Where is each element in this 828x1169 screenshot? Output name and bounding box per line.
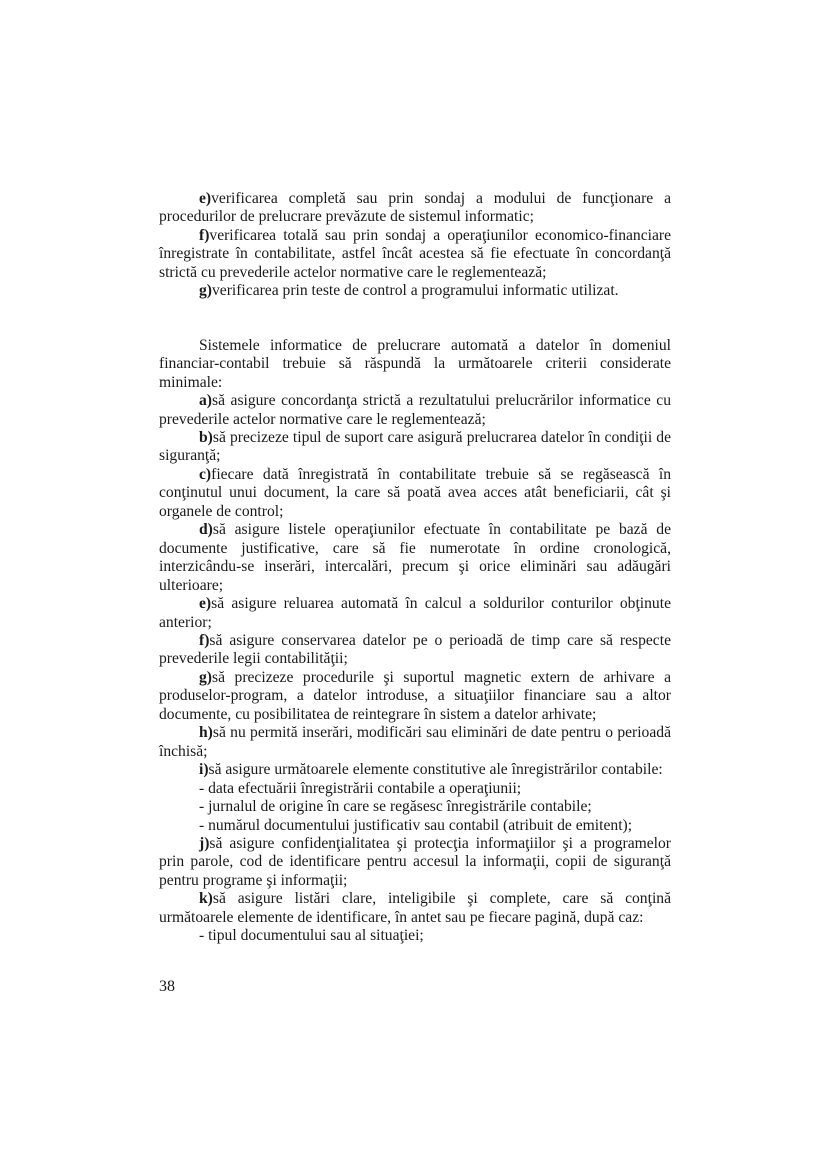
list-item: - jurnalul de origine în care se regăsesc înregistrările contabile;	[199, 798, 592, 816]
item-text: să nu permită inserări, modificări sau eliminări de date pentru o perioadă închisă;	[159, 724, 671, 760]
criterion-i	[159, 761, 671, 779]
item-label: k)	[199, 890, 213, 908]
criterion-j	[159, 835, 671, 890]
item-label: d)	[199, 521, 213, 539]
item-text: verificarea totală sau prin sondaj a operaţiunilor economico-financiare înregistrate în contabilitate, astfel încât acestea să fie efectuate în concordanţă strictă cu prevederile actelor normative care le reglementează;	[159, 226, 671, 281]
paragraph-e	[159, 190, 671, 227]
item-text: să asigure următoarele elemente constitutive ale înregistrărilor contabile:	[208, 761, 663, 779]
item-text: fiecare dată înregistrată în contabilitate trebuie să se regăsească în conţinutul unui document, la care să poată avea acces atât beneficiarii, cât şi organele de control;	[159, 465, 671, 520]
item-label: e)	[199, 595, 212, 613]
criterion-f	[159, 632, 671, 669]
item-text: verificarea completă sau prin sondaj a modului de funcţionare a procedurilor de prelucrare prevăzute de sistemul informatic;	[159, 190, 671, 226]
item-label: j)	[199, 834, 210, 852]
criterion-h	[159, 724, 671, 761]
section-gap	[159, 301, 671, 337]
item-text: să asigure concordanţa strictă a rezultatului prelucrărilor informatice cu prevederile actelor normative care le reglementează;	[159, 392, 671, 428]
intro-paragraph: Sistemele informatice de prelucrare automată a datelor în domeniul financiar-contabil trebuie să răspundă la următoarele criterii considerate minimale:	[159, 336, 671, 391]
item-text: să precizeze procedurile şi suportul magnetic extern de arhivare a produselor-program, a datelor introduse, a situaţiilor financiare sau a altor documente, cu posibilitatea de reintegrare în sistem a datelor arhivate;	[159, 668, 671, 723]
item-label: a)	[199, 392, 212, 410]
item-text: verificarea prin teste de control a programului informatic utilizat.	[212, 282, 619, 300]
item-label: f)	[199, 226, 210, 244]
item-label: g)	[199, 282, 212, 300]
paragraph-g	[159, 282, 671, 300]
item-label: b)	[199, 428, 213, 446]
criterion-c	[159, 466, 671, 521]
item-text: să asigure conservarea datelor pe o perioadă de timp care să respecte prevederile legii contabilităţii;	[159, 631, 671, 668]
list-item: - tipul documentului sau al situaţiei;	[199, 927, 424, 945]
criterion-d	[159, 521, 671, 595]
item-text: să asigure listări clare, inteligibile şi complete, care să conţină următoarele elemente de identificare, în antet sau pe fiecare pagină, după caz:	[159, 890, 671, 926]
document-body	[159, 190, 671, 946]
list-item: - numărul documentului justificativ sau contabil (atribuit de emitent);	[199, 816, 633, 834]
item-label: f)	[199, 631, 210, 649]
criterion-b	[159, 429, 671, 466]
criterion-k	[159, 890, 671, 927]
criterion-a	[159, 392, 671, 429]
list-item: - data efectuării înregistrării contabile a operaţiunii;	[199, 779, 522, 797]
item-text: să asigure listele operaţiunilor efectuate în contabilitate pe bază de documente justificative, care să fie numerotate în ordine cronologică, interzicându-se inserări, intercalări, precum şi orice eliminări sau adăugări ulterioare;	[159, 521, 671, 594]
paragraph-f	[159, 227, 671, 282]
criterion-g	[159, 669, 671, 724]
item-label: i)	[199, 761, 209, 779]
item-label: h)	[199, 724, 213, 742]
item-label: e)	[199, 190, 212, 207]
item-label: g)	[199, 668, 212, 686]
item-text: să precizeze tipul de suport care asigură prelucrarea datelor în condiţii de siguranţă;	[159, 428, 671, 465]
item-label: c)	[199, 465, 212, 483]
item-text: să asigure reluarea automată în calcul a soldurilor conturilor obţinute anterior;	[159, 595, 671, 631]
page-number: 38	[159, 978, 175, 995]
item-text: să asigure confidenţialitatea şi protecţia informaţiilor şi a programelor prin parole, cod de identificare pentru accesul la informaţii, copii de siguranţă pentru programe şi informaţii;	[159, 834, 671, 889]
criterion-e	[159, 595, 671, 632]
